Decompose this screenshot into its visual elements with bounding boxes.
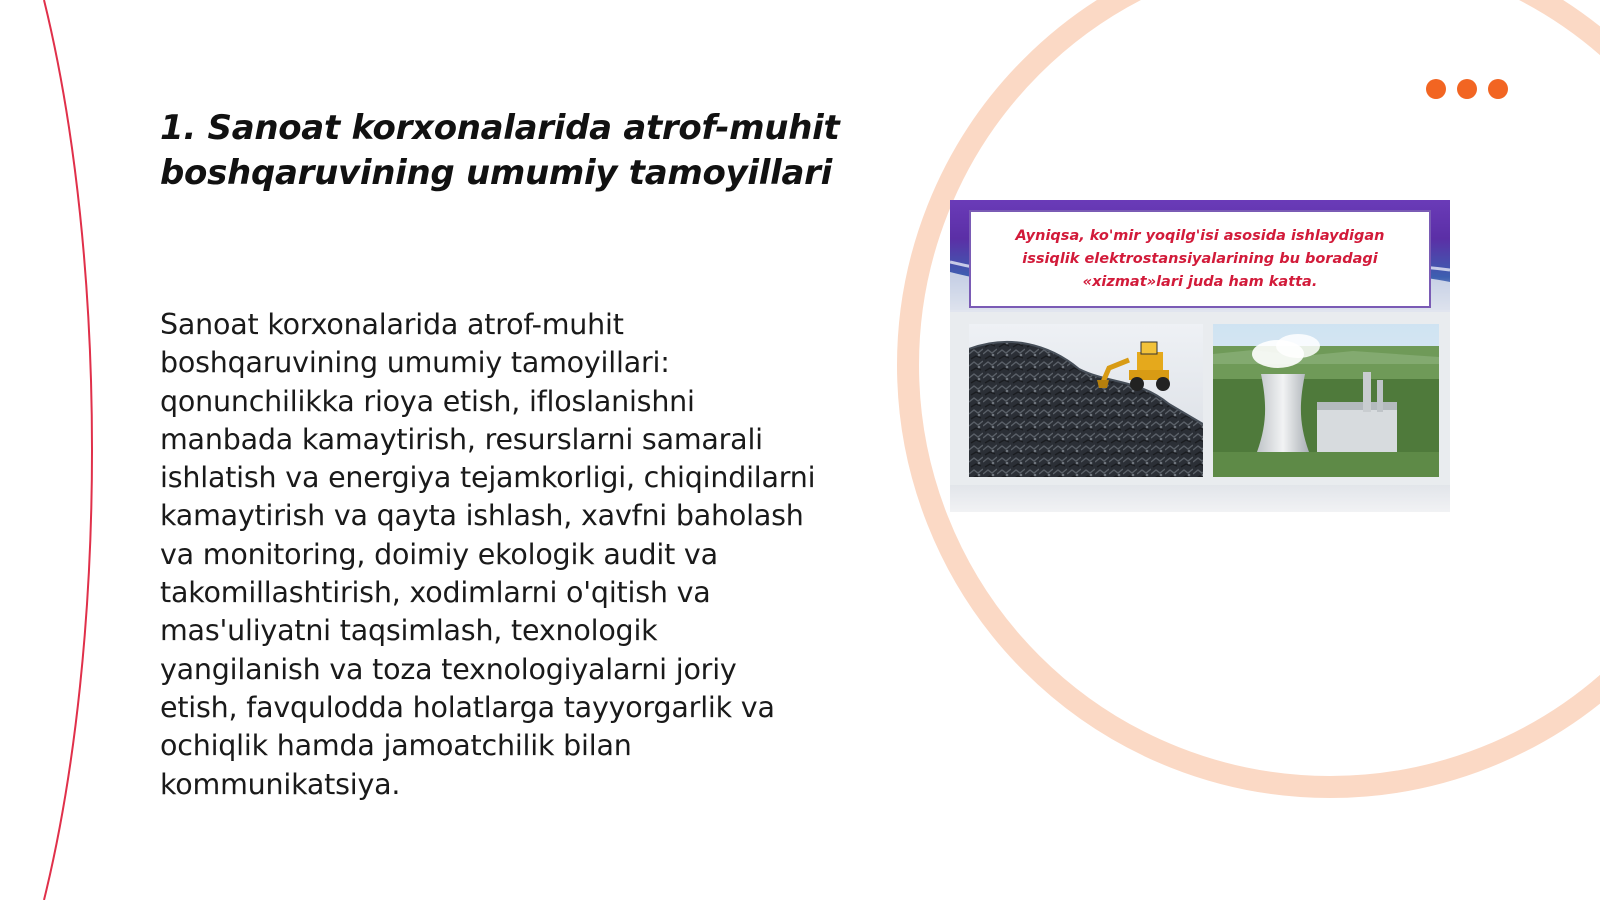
dot-icon <box>1457 79 1477 99</box>
figure-caption: Ayniqsa, ko'mir yoqilg'isi asosida ishlaydigan issiqlik elektrostansiyalarining bu boradagi «xizmat»lari juda ham katta. <box>1015 227 1385 290</box>
power-plant-cooling-tower-photo <box>1213 324 1439 477</box>
left-red-arc <box>44 0 92 900</box>
figure-caption-box <box>969 210 1431 308</box>
slide-body-text: Sanoat korxonalarida atrof-muhit boshqaruvining umumiy tamoyillari: qonunchilikka rioya etish, ifloslanishni manbada kamaytirish, resurslarni samarali ishlatish va energiya tejamkorligi, chiqindilarni kamaytirish va qayta ishlash, xavfni baholash va monitoring, doimiy ekologik audit va takomillashtirish, xodimlarni o'qitish va mas'uliyatni taqsimlash, texnologik yangilanish va toza texnologiyalarni joriy etish, favqulodda holatlarga tayyorgarlik va ochiqlik hamda jamoatchilik bilan kommunikatsiya. <box>160 308 816 801</box>
dot-icon <box>1488 79 1508 99</box>
figure-bottom-strip <box>950 485 1450 512</box>
three-dots-icon <box>1426 79 1508 99</box>
coal-power-plant-figure <box>950 200 1450 512</box>
coal-pile-excavator-photo <box>969 324 1203 477</box>
slide-title: 1. Sanoat korxonalarida atrof-muhit boshqaruvining umumiy tamoyillari <box>160 108 840 193</box>
dot-icon <box>1426 79 1446 99</box>
